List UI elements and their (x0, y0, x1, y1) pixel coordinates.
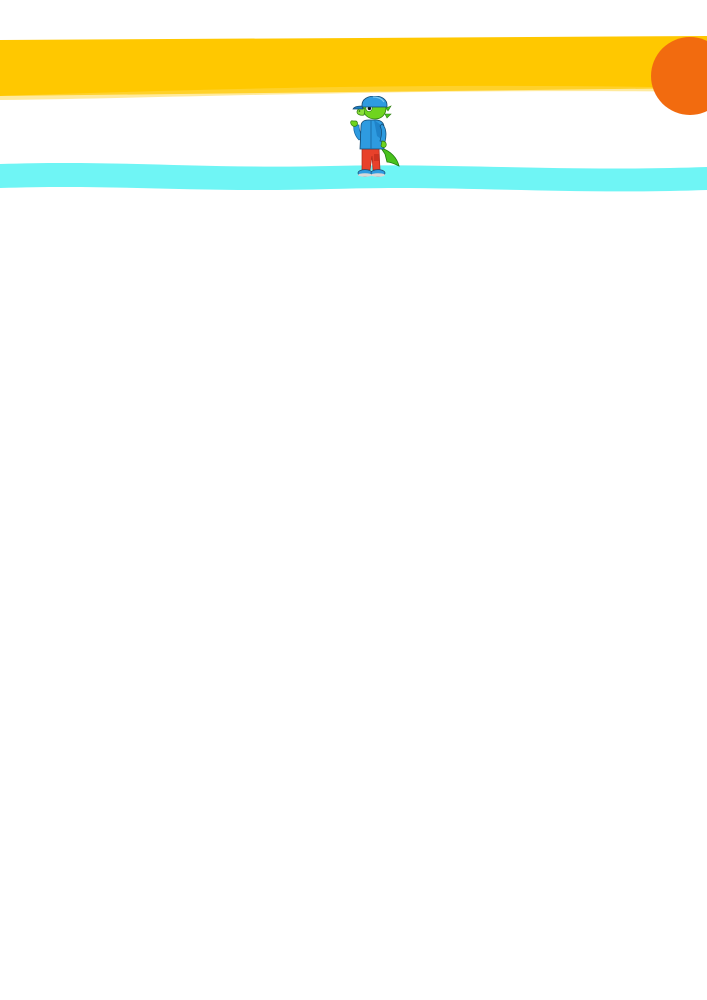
page-number (651, 37, 707, 115)
lerndrachen-mascot-icon (341, 96, 403, 182)
page-number-badge (651, 37, 707, 115)
